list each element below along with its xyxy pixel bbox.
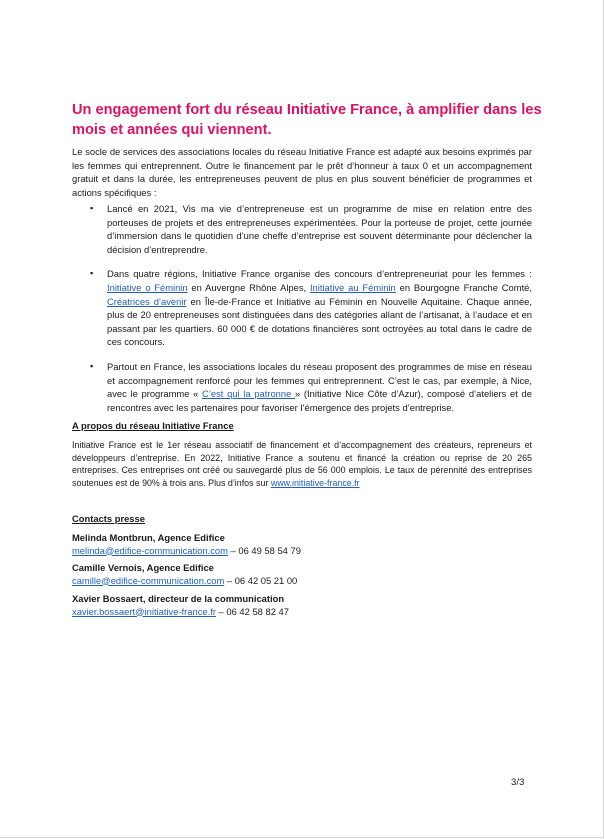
list-item-concours bbox=[72, 267, 532, 349]
list-item-text: en Bourgogne Franche Comté, bbox=[395, 281, 532, 293]
list-item-text: Partout en France, les associations locales du réseau proposent des programmes de mise en réseau et accompagnement renforcé pour les femmes qui entreprennent. C’est le cas, par exemple, à Nice, avec le programme « bbox=[107, 360, 532, 400]
contact-name: Melinda Montbrun, Agence Edifice bbox=[72, 532, 225, 543]
programs-list bbox=[72, 202, 532, 425]
list-item-text: Dans quatre régions, Initiative France organise des concours d’entrepreneuriat pour les femmes : bbox=[107, 268, 532, 280]
about-heading: A propos du réseau Initiative France bbox=[72, 420, 234, 431]
website-link[interactable]: www.initiative-france.fr bbox=[270, 477, 360, 488]
list-item-partout bbox=[72, 360, 532, 414]
contact-phone: – 06 42 58 82 47 bbox=[215, 605, 289, 617]
link-cest-qui-la-patronne[interactable]: C’est qui la patronne bbox=[202, 388, 296, 400]
contact-phone: – 06 42 05 21 00 bbox=[224, 574, 298, 586]
contacts-heading: Contacts presse bbox=[72, 513, 145, 524]
contact-phone: – 06 49 58 54 79 bbox=[227, 544, 301, 556]
bullet-icon: ▪ bbox=[90, 360, 94, 371]
contact-line bbox=[72, 545, 301, 558]
link-initiative-o-feminin[interactable]: Initiative o Féminin bbox=[107, 281, 188, 293]
about-paragraph bbox=[72, 439, 532, 489]
contact-email-link[interactable]: xavier.bossaert@initiative-france.fr bbox=[72, 605, 216, 617]
about-text: Initiative France est le 1er réseau associatif de financement et d’accompagnement des créateurs, repreneurs et développeurs d’entreprise. En 2022, Initiative France a soutenu et financé la création ou reprise de 20 265 entreprises. Ces entreprises ont créé ou sauvegardé plus de 56 000 emplois. Le taux de pérennité des entreprises soutenues est de 90% à trois ans. Plus d’infos sur bbox=[72, 440, 532, 488]
intro-paragraph: Le socle de services des associations locales du réseau Initiative France est adapté aux besoins exprimés par les femmes qui entreprennent. Outre le financement par le prêt d’honneur à taux 0 et un accompagnement gratuit et dans la durée, les entrepreneuses peuvent de plus en plus souvent bénéficier de programmes et actions spécifiques : bbox=[72, 146, 532, 198]
list-item-text: en Auvergne Rhône Alpes, bbox=[187, 281, 310, 293]
contact-camille bbox=[72, 562, 297, 587]
link-initiative-au-feminin[interactable]: Initiative au Féminin bbox=[309, 281, 396, 293]
link-creatrices-davenir[interactable]: Créatrices d’avenir bbox=[107, 295, 187, 307]
contact-email-link[interactable]: melinda@edifice-communication.com bbox=[72, 544, 228, 556]
list-item-text: Lancé en 2021, Vis ma vie d’entrepreneuse est un programme de mise en relation entre des porteuses de projets et des entrepreneuses expérimentées. Pour la porteuse de projet, cette journée d’immersion dans le quotidien d’une cheffe d’entreprise est souvent déterminante pour déclencher la décision d’entreprendre. bbox=[107, 203, 532, 255]
contact-melinda bbox=[72, 532, 301, 557]
contact-line bbox=[72, 575, 297, 588]
contact-name: Xavier Bossaert, directeur de la communication bbox=[72, 593, 285, 604]
contact-name: Camille Vernois, Agence Edifice bbox=[72, 562, 214, 573]
list-item-text: en Île-de-France et Initiative au Féminin en Nouvelle Aquitaine. Chaque année, plus de 20 entrepreneuses sont distinguées dans des catégories allant de l’artisanat, à l’audace et en passant par les quartiers. 60 000 € de dotations financières sont octroyées au total dans le cadre de ces concours. bbox=[107, 295, 532, 348]
page-number: 3/3 bbox=[511, 777, 525, 788]
contact-line bbox=[72, 606, 289, 619]
bullet-icon: ▪ bbox=[90, 268, 94, 279]
contact-xavier bbox=[72, 593, 289, 618]
list-item-vis-ma-vie bbox=[72, 202, 532, 256]
bullet-icon: ▪ bbox=[90, 203, 94, 213]
contact-email-link[interactable]: camille@edifice-communication.com bbox=[72, 574, 225, 586]
list-item-text: » (Initiative Nice Côte d’Azur), composé d’ateliers et de rencontres avec les partenaires pour favoriser l’émergence des projets d’entreprise. bbox=[107, 388, 532, 413]
section-headline: Un engagement fort du réseau Initiative France, à amplifier dans les mois et années qui viennent. bbox=[72, 102, 542, 138]
